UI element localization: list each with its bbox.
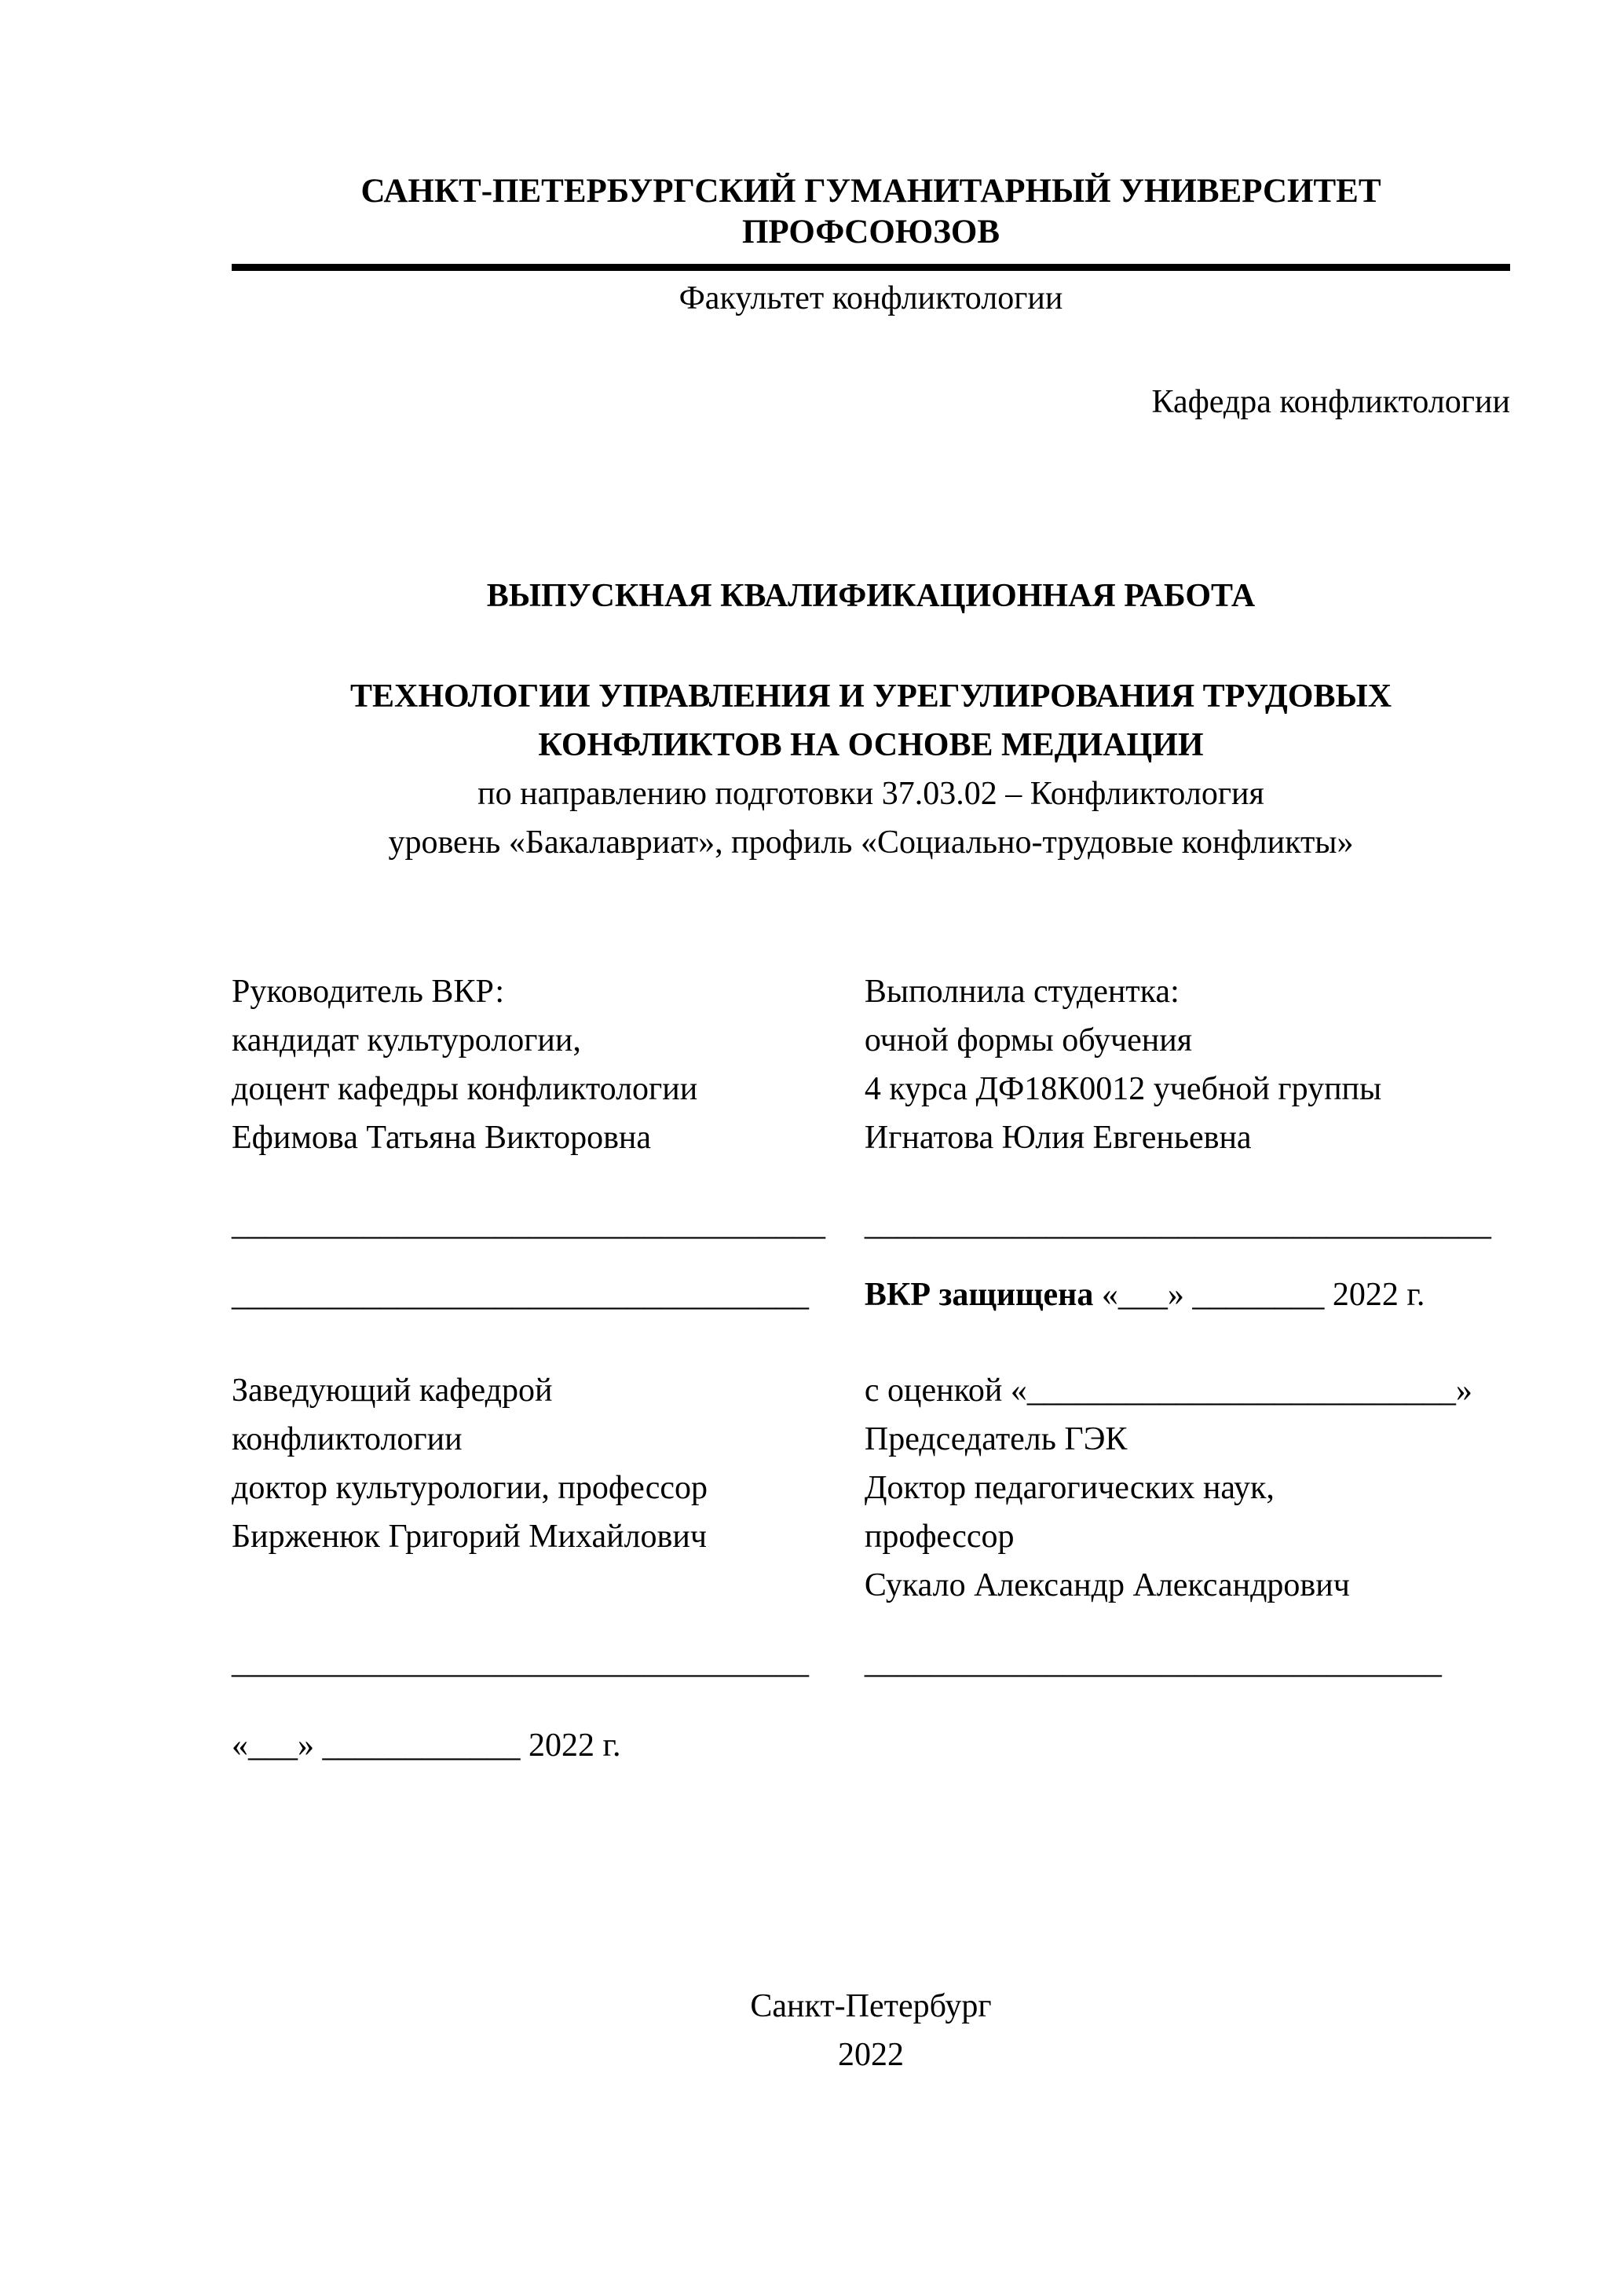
faculty-name: Факультет конфликтологии [678,280,1063,316]
chair-position: профессор [864,1519,1015,1555]
student-block [865,967,1510,1162]
head-degree: доктор культурологии, профессор [232,1470,708,1506]
signature-row-1 [232,1200,1510,1249]
supervisor-position: доцент кафедры конфликтологии [232,1071,698,1107]
work-type-heading: ВЫПУСКНАЯ КВАЛИФИКАЦИОННАЯ РАБОТА [486,578,1256,614]
supervisor-degree: кандидат культурологии, [232,1022,581,1058]
student-signature-line: ______________________________________ [864,1206,1491,1242]
department-head-block [232,1366,865,1610]
head-title-line1: Заведующий кафедрой [232,1373,553,1409]
chair-role: Председатель ГЭК [864,1421,1128,1457]
supervisor-name: Ефимова Татьяна Викторовна [232,1120,652,1156]
chair-degree: Доктор педагогических наук, [864,1470,1275,1506]
chair-signature-line: ___________________________________ [864,1644,1442,1680]
signature-row-2 [232,1270,1510,1319]
defense-line-bold: ВКР защищена [864,1277,1094,1313]
student-name: Игнатова Юлия Евгеньевна [864,1120,1252,1156]
head-date-line: «___» ____________ 2022 г. [232,1727,621,1764]
defense-line-rest: «___» ________ 2022 г. [1093,1277,1425,1313]
grade-line: с оценкой «__________________________» [864,1373,1472,1409]
signature-row-3 [232,1638,1510,1687]
level-line: уровень «Бакалавриат», профиль «Социально-трудовые конфликты» [388,824,1354,861]
city-name: Санкт-Петербург [750,1988,992,2024]
year: 2022 [838,2037,904,2073]
head-signature-line: ___________________________________ [232,1644,809,1680]
head-name: Бирженюк Григорий Михайлович [232,1519,707,1555]
supervisor-signature-line: ____________________________________ [232,1206,825,1242]
thesis-title-block [232,672,1510,867]
student-group: 4 курса ДФ18К0012 учебной группы [864,1071,1382,1107]
thesis-title-line1: ТЕХНОЛОГИИ УПРАВЛЕНИЯ И УРЕГУЛИРОВАНИЯ ТРУДОВЫХ [349,678,1392,715]
program-line: по направлению подготовки 37.03.02 – Конфликтология [477,776,1264,812]
university-name: САНКТ-ПЕТЕРБУРГСКИЙ ГУМАНИТАРНЫЙ УНИВЕРСИТЕТ ПРОФСОЮЗОВ [232,171,1510,271]
city-year-block [232,1982,1510,2079]
supervisor-block [232,967,865,1162]
student-study-form: очной формы обучения [864,1022,1193,1058]
department-name: Кафедра конфликтологии [1151,384,1510,420]
supervisor-role: Руководитель ВКР: [232,974,505,1010]
officials-columns [232,1366,1510,1610]
people-columns [232,967,1510,1162]
supervisor-signature-line-2: ___________________________________ [232,1277,809,1313]
chair-name: Сукало Александр Александрович [864,1567,1350,1603]
defense-line [865,1270,1510,1319]
student-role: Выполнила студентка: [864,974,1180,1010]
gek-chair-block [865,1366,1510,1610]
thesis-title-line2: КОНФЛИКТОВ НА ОСНОВЕ МЕДИАЦИИ [538,727,1204,763]
head-title-line2: конфликтологии [232,1421,463,1457]
